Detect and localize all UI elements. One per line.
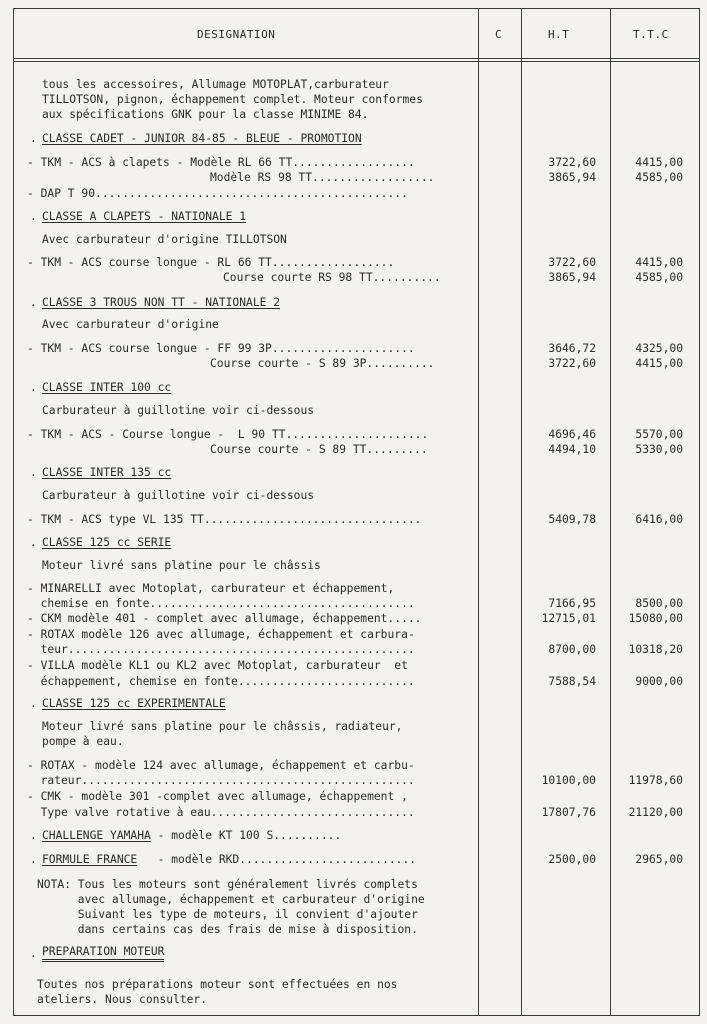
item-line: - MINARELLI avec Motoplat, carburateur et échappement, — [27, 582, 395, 595]
header-bottom-line-2 — [13, 61, 700, 62]
section-title-3-trous: CLASSE 3 TROUS NON TT - NATIONALE 2 — [42, 296, 281, 309]
item-line: - VILLA modèle KL1 ou KL2 avec Motoplat, carburateur et — [27, 659, 408, 672]
item-line: Course courte RS 98 TT.......... — [223, 271, 441, 284]
item-line: - CMK - modèle 301 -complet avec allumage, échappement , — [27, 790, 408, 803]
item-line: rateur................................................. — [27, 774, 415, 787]
nota-line: Suivant les type de moteurs, il convient d'ajouter — [37, 908, 418, 921]
intro-line: tous les accessoires, Allumage MOTOPLAT,carburateur — [42, 78, 389, 91]
price-ttc: 11978,60 — [628, 774, 683, 787]
price-ttc: 10318,20 — [628, 643, 683, 656]
item-line: - DAP T 90.............................................. — [27, 187, 408, 200]
price-ht: 10100,00 — [541, 774, 596, 787]
bullet: . — [30, 697, 37, 710]
left-border — [13, 8, 14, 1016]
price-ttc: 5570,00 — [635, 428, 683, 441]
section-subtitle: Carburateur à guillotine voir ci-dessous — [42, 404, 315, 417]
bullet: . — [30, 132, 37, 145]
bullet: . — [30, 853, 37, 866]
price-ht: 2500,00 — [548, 853, 596, 866]
section-title-preparation: PREPARATION MOTEUR — [42, 945, 164, 962]
bullet: . — [30, 829, 37, 842]
price-ht: 4494,10 — [548, 443, 596, 456]
price-ht: 3722,60 — [548, 156, 596, 169]
item-line: - TKM - ACS à clapets - Modèle RL 66 TT.................. — [27, 156, 415, 169]
section-subtitle: Moteur livré sans platine pour le châssis, radiateur, — [42, 720, 403, 733]
section-title-inter-100: CLASSE INTER 100 cc — [42, 381, 172, 394]
item-line: - TKM - ACS course longue - FF 99 3P..................... — [27, 342, 415, 355]
bullet: . — [30, 296, 37, 309]
nota-line: NOTA: Tous les moteurs sont généralement livrés complets — [37, 878, 418, 891]
price-ht: 3722,60 — [548, 357, 596, 370]
section-subtitle: Avec carburateur d'origine TILLOTSON — [42, 233, 287, 246]
item-line: - TKM - ACS course longue - RL 66 TT.................. — [27, 256, 395, 269]
header-designation: DESIGNATION — [197, 28, 276, 41]
section-title-inter-135: CLASSE INTER 135 cc — [42, 466, 172, 479]
bottom-border — [13, 1015, 700, 1016]
price-ht: 17807,76 — [541, 806, 596, 819]
section-title-yamaha: CHALLENGE YAMAHA — [42, 829, 151, 842]
item-line: échappement, chemise en fonte.......................... — [27, 675, 415, 688]
item-line: Type valve rotative à eau.............................. — [27, 806, 415, 819]
section-subtitle: Moteur livré sans platine pour le châssis — [42, 559, 321, 572]
price-ttc: 6416,00 — [635, 513, 683, 526]
price-ttc: 4415,00 — [635, 156, 683, 169]
item-line: Modèle RS 98 TT.................. — [210, 171, 435, 184]
item-line: chemise en fonte....................................... — [27, 597, 415, 610]
section-rest: - modèle KT 100 S.......... — [150, 829, 342, 842]
price-ht: 12715,01 — [541, 612, 596, 625]
item-line: - ROTAX modèle 126 avec allumage, échappement et carbura- — [27, 628, 415, 641]
item-line: teur................................................... — [27, 643, 415, 656]
col-divider-ht — [521, 8, 522, 1016]
item-line: - TKM - ACS - Course longue - L 90 TT..................... — [27, 428, 429, 441]
nota-line: dans certains cas des frais de mise à disposition. — [37, 923, 418, 936]
price-ttc: 4415,00 — [635, 357, 683, 370]
item-line: - CKM modèle 401 - complet avec allumage, échappement..... — [27, 612, 422, 625]
col-divider-ttc — [610, 8, 611, 1016]
header-ttc: T.T.C — [633, 28, 669, 41]
price-ht: 3722,60 — [548, 256, 596, 269]
price-ttc: 9000,00 — [635, 675, 683, 688]
bullet: . — [30, 210, 37, 223]
header-ht: H.T — [548, 28, 570, 41]
intro-line: TILLOTSON, pignon, échappement complet. Moteur conformes — [42, 93, 423, 106]
price-ht: 3865,94 — [548, 271, 596, 284]
price-ttc: 2965,00 — [635, 853, 683, 866]
section-line-yamaha — [42, 829, 341, 843]
header-c: C — [495, 28, 503, 41]
section-title-125-serie: CLASSE 125 cc SERIE — [42, 536, 172, 549]
price-ttc: 21120,00 — [628, 806, 683, 819]
section-title-125-experimentale: CLASSE 125 cc EXPERIMENTALE — [42, 697, 226, 710]
prep-line: Toutes nos préparations moteur sont effectuées en nos — [37, 978, 398, 991]
section-subtitle: Avec carburateur d'origine — [42, 318, 219, 331]
price-ht: 3865,94 — [548, 171, 596, 184]
bullet: . — [30, 947, 37, 960]
price-ht: 4696,46 — [548, 428, 596, 441]
header-bottom-line — [13, 58, 700, 59]
intro-line: aux spécifications GNK pour la classe MINIME 84. — [42, 108, 369, 121]
col-divider-c — [478, 8, 479, 1016]
item-line: - TKM - ACS type VL 135 TT................................ — [27, 513, 422, 526]
price-ttc: 5330,00 — [635, 443, 683, 456]
item-line: - ROTAX - modèle 124 avec allumage, échappement et carbu- — [27, 759, 415, 772]
section-rest: - modèle RKD.......................... — [137, 853, 417, 866]
price-ttc: 4585,00 — [635, 171, 683, 184]
item-line: Course courte - S 89 3P.......... — [210, 357, 435, 370]
prep-line: ateliers. Nous consulter. — [37, 993, 208, 1006]
section-title-formule-france: FORMULE FRANCE — [42, 853, 138, 866]
section-line-formule — [42, 853, 416, 867]
price-ht: 7166,95 — [548, 597, 596, 610]
price-ht: 3646,72 — [548, 342, 596, 355]
nota-line: avec allumage, échappement et carburateur d'origine — [37, 893, 425, 906]
price-ht: 5409,78 — [548, 513, 596, 526]
price-ttc: 4325,00 — [635, 342, 683, 355]
bullet: . — [30, 536, 37, 549]
price-ttc: 8500,00 — [635, 597, 683, 610]
price-ht: 7588,54 — [548, 675, 596, 688]
bullet: . — [30, 381, 37, 394]
price-ht: 8700,00 — [548, 643, 596, 656]
price-ttc: 4415,00 — [635, 256, 683, 269]
top-border — [13, 8, 700, 9]
price-ttc: 4585,00 — [635, 271, 683, 284]
section-title-clapets: CLASSE A CLAPETS - NATIONALE 1 — [42, 210, 247, 223]
section-subtitle: Carburateur à guillotine voir ci-dessous — [42, 489, 315, 502]
bullet: . — [30, 466, 37, 479]
item-line: Course courte - S 89 TT......... — [210, 443, 428, 456]
section-title-cadet: CLASSE CADET - JUNIOR 84-85 - BLEUE - PROMOTION — [42, 132, 362, 145]
price-ttc: 15080,00 — [628, 612, 683, 625]
section-subtitle: pompe à eau. — [42, 735, 124, 748]
right-border — [699, 8, 700, 1016]
